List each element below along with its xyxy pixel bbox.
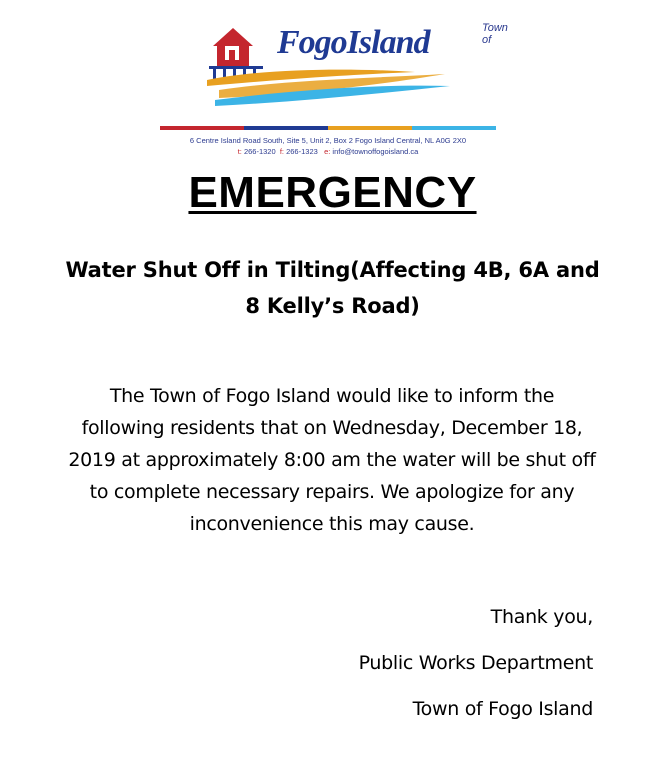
- body-line-2: following residents that on Wednesday, December 18,: [81, 417, 583, 439]
- wave-swoosh-graphic: [205, 66, 455, 111]
- header-color-rule: [160, 126, 496, 130]
- phone-label: t:: [237, 147, 242, 156]
- logo-town-of-text: Town of: [482, 22, 508, 46]
- email-label: e:: [324, 147, 331, 156]
- phone-number: 266-1320: [243, 147, 276, 156]
- signature-block: [359, 594, 593, 732]
- rule-segment-red: [160, 126, 244, 130]
- department-name: Public Works Department: [358, 652, 593, 674]
- body-line-1: The Town of Fogo Island would like to inform the: [109, 385, 555, 407]
- organization-name: Town of Fogo Island: [412, 698, 593, 720]
- town-logo: [205, 18, 508, 110]
- address-line: 6 Centre Island Road South, Site 5, Unit 2, Box 2 Fogo Island Central, NL A0G 2X0: [189, 136, 467, 145]
- logo-name: [277, 24, 430, 62]
- closing-text: Thank you,: [490, 606, 593, 628]
- email-address[interactable]: info@townoffogoisland.ca: [332, 147, 419, 156]
- logo-name-fogo: Fogo: [277, 24, 347, 61]
- notice-body: [52, 380, 612, 540]
- fax-number: 266-1323: [286, 147, 318, 156]
- notice-title: EMERGENCY: [188, 168, 477, 217]
- rule-segment-cyan: [412, 126, 496, 130]
- contact-block: [160, 135, 496, 157]
- fax-label: f:: [279, 147, 284, 156]
- body-line-4: to complete necessary repairs. We apologize for any: [89, 481, 575, 503]
- rule-segment-gold: [328, 126, 412, 130]
- subtitle-line-1: Water Shut Off in Tilting(Affecting 4B, 6A and: [65, 258, 600, 282]
- contact-line: [160, 146, 496, 157]
- body-line-5: inconvenience this may cause.: [189, 513, 475, 535]
- body-line-3: 2019 at approximately 8:00 am the water will be shut off: [68, 449, 596, 471]
- notice-subtitle: [40, 252, 625, 324]
- rule-segment-blue: [244, 126, 328, 130]
- logo-name-island: Island: [346, 24, 430, 61]
- subtitle-line-2: 8 Kelly’s Road): [245, 294, 420, 318]
